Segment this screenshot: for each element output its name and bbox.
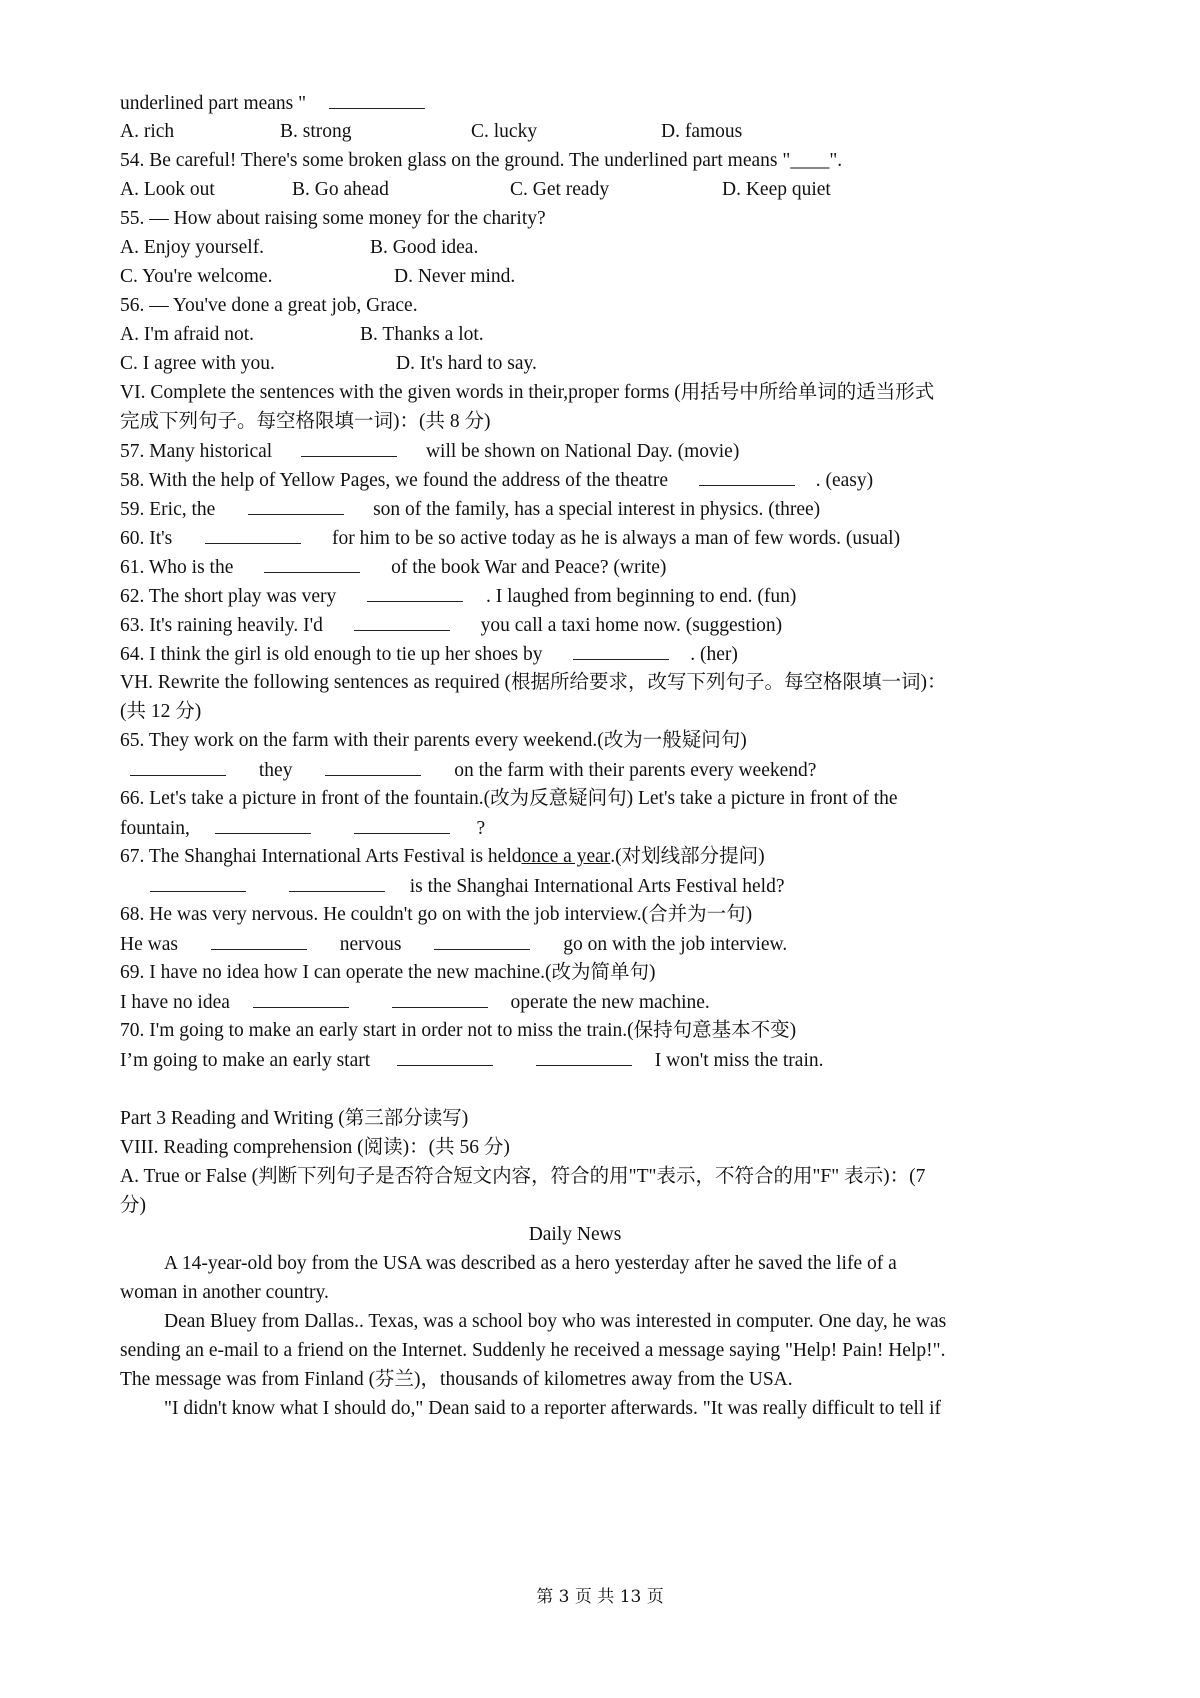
q66: 66. Let's take a picture in front of the fountain.(改为反意疑问句) Let's take a picture in front of the	[120, 788, 898, 809]
section-a-heading: A. True or False (判断下列句子是否符合短文内容，符合的用"T"表示，不符合的用"F" 表示)：(7	[120, 1166, 926, 1187]
option-d[interactable]: D. It's hard to say.	[396, 353, 537, 374]
answer-blank[interactable]	[354, 813, 450, 834]
part-3-heading: Part 3 Reading and Writing (第三部分读写)	[120, 1108, 469, 1129]
option-c[interactable]: C. Get ready	[510, 179, 610, 200]
option-a[interactable]: A. Enjoy yourself.	[120, 237, 265, 258]
answer-blank[interactable]	[325, 755, 421, 776]
answer-blank[interactable]	[301, 436, 397, 457]
passage-title: Daily News	[528, 1224, 622, 1245]
option-b[interactable]: B. strong	[280, 121, 352, 142]
answer-blank[interactable]	[211, 929, 307, 950]
q61: 61. Who is the of the book War and Peace? (write)	[120, 552, 1030, 583]
option-c[interactable]: C. I agree with you.	[120, 353, 275, 374]
option-a[interactable]: A. rich	[120, 121, 175, 142]
answer-blank[interactable]	[573, 639, 669, 660]
q67-answer: is the Shanghai International Arts Festival held?	[120, 871, 1030, 902]
answer-blank[interactable]	[215, 813, 311, 834]
answer-blank[interactable]	[130, 755, 226, 776]
q59: 59. Eric, the son of the family, has a special interest in physics. (three)	[120, 494, 1030, 525]
section-a-heading-cont: 分)	[120, 1195, 146, 1216]
option-d[interactable]: D. famous	[661, 121, 743, 142]
section-6-heading: VI. Complete the sentences with the given words in their,proper forms (用括号中所给单词的适当形式	[120, 382, 935, 403]
passage-paragraph-1: A 14-year-old boy from the USA was described as a hero yesterday after he saved the life of a	[164, 1253, 897, 1274]
q65-answer: they on the farm with their parents every weekend?	[120, 755, 1030, 786]
passage-paragraph-2-cont: The message was from Finland (芬兰)，thousands of kilometres away from the USA.	[120, 1369, 793, 1390]
answer-blank[interactable]	[434, 929, 530, 950]
answer-blank[interactable]	[248, 494, 344, 515]
passage-paragraph-1-cont: woman in another country.	[120, 1282, 329, 1303]
answer-blank[interactable]	[253, 987, 349, 1008]
q64: 64. I think the girl is old enough to tie up her shoes by . (her)	[120, 639, 1030, 670]
answer-blank[interactable]	[536, 1045, 632, 1066]
option-b[interactable]: B. Go ahead	[292, 179, 389, 200]
q67: 67. The Shanghai International Arts Festival is heldonce a year.(对划线部分提问)	[120, 842, 1030, 872]
answer-blank[interactable]	[354, 610, 450, 631]
answer-blank[interactable]	[392, 987, 488, 1008]
answer-blank[interactable]	[150, 871, 246, 892]
answer-blank[interactable]	[329, 88, 425, 109]
passage-paragraph-2: Dean Bluey from Dallas.. Texas, was a school boy who was interested in computer. One day, he was	[164, 1311, 947, 1332]
answer-blank[interactable]	[397, 1045, 493, 1066]
q70: 70. I'm going to make an early start in order not to miss the train.(保持句意基本不变)	[120, 1020, 797, 1041]
q56-stem: 56. — You've done a great job, Grace.	[120, 295, 418, 316]
q69-answer: I have no idea operate the new machine.	[120, 987, 1030, 1018]
q55-stem: 55. — How about raising some money for the charity?	[120, 208, 546, 229]
option-d[interactable]: D. Never mind.	[394, 266, 516, 287]
q65: 65. They work on the farm with their parents every weekend.(改为一般疑问句)	[120, 730, 747, 751]
q54-stem: 54. Be careful! There's some broken glass on the ground. The underlined part means "____".	[120, 150, 843, 171]
q60: 60. It's for him to be so active today as he is always a man of few words. (usual)	[120, 523, 1030, 554]
option-c[interactable]: C. lucky	[471, 121, 538, 142]
passage-paragraph-3: "I didn't know what I should do," Dean said to a reporter afterwards. "It was really difficult to tell if	[164, 1398, 942, 1419]
option-b[interactable]: B. Good idea.	[370, 237, 479, 258]
q62: 62. The short play was very . I laughed from beginning to end. (fun)	[120, 581, 1030, 612]
q63: 63. It's raining heavily. I'd you call a taxi home now. (suggestion)	[120, 610, 1030, 641]
q53-stem-end: underlined part means "	[120, 88, 1030, 119]
answer-blank[interactable]	[367, 581, 463, 602]
option-c[interactable]: C. You're welcome.	[120, 266, 273, 287]
page-number-footer: 第 3 页 共 13 页	[536, 1587, 664, 1607]
section-7-heading-cont: (共 12 分)	[120, 701, 202, 722]
option-d[interactable]: D. Keep quiet	[722, 179, 831, 200]
q68: 68. He was very nervous. He couldn't go on with the job interview.(合并为一句)	[120, 904, 753, 925]
q68-answer: He was nervous go on with the job interview.	[120, 929, 1030, 960]
option-b[interactable]: B. Thanks a lot.	[360, 324, 484, 345]
q66-answer: fountain, ?	[120, 813, 1030, 844]
answer-blank[interactable]	[289, 871, 385, 892]
answer-blank[interactable]	[264, 552, 360, 573]
section-7-heading: VH. Rewrite the following sentences as required (根据所给要求，改写下列句子。每空格限填一词)：	[120, 672, 947, 693]
q58: 58. With the help of Yellow Pages, we found the address of the theatre . (easy)	[120, 465, 1030, 496]
answer-blank[interactable]	[205, 523, 301, 544]
q70-answer: I’m going to make an early start I won't miss the train.	[120, 1045, 1030, 1076]
option-a[interactable]: A. I'm afraid not.	[120, 324, 255, 345]
option-a[interactable]: A. Look out	[120, 179, 215, 200]
underlined-phrase: once a year	[521, 846, 611, 867]
section-6-heading-cont: 完成下列句子。每空格限填一词)：(共 8 分)	[120, 411, 491, 432]
section-8-heading: VIII. Reading comprehension (阅读)：(共 56 分)	[120, 1137, 510, 1158]
passage-paragraph-2-cont: sending an e-mail to a friend on the Internet. Suddenly he received a message saying "Help! Pain! Help!".	[120, 1340, 946, 1361]
answer-blank[interactable]	[699, 465, 795, 486]
q57: 57. Many historical will be shown on National Day. (movie)	[120, 436, 1030, 467]
q69: 69. I have no idea how I can operate the new machine.(改为简单句)	[120, 962, 656, 983]
